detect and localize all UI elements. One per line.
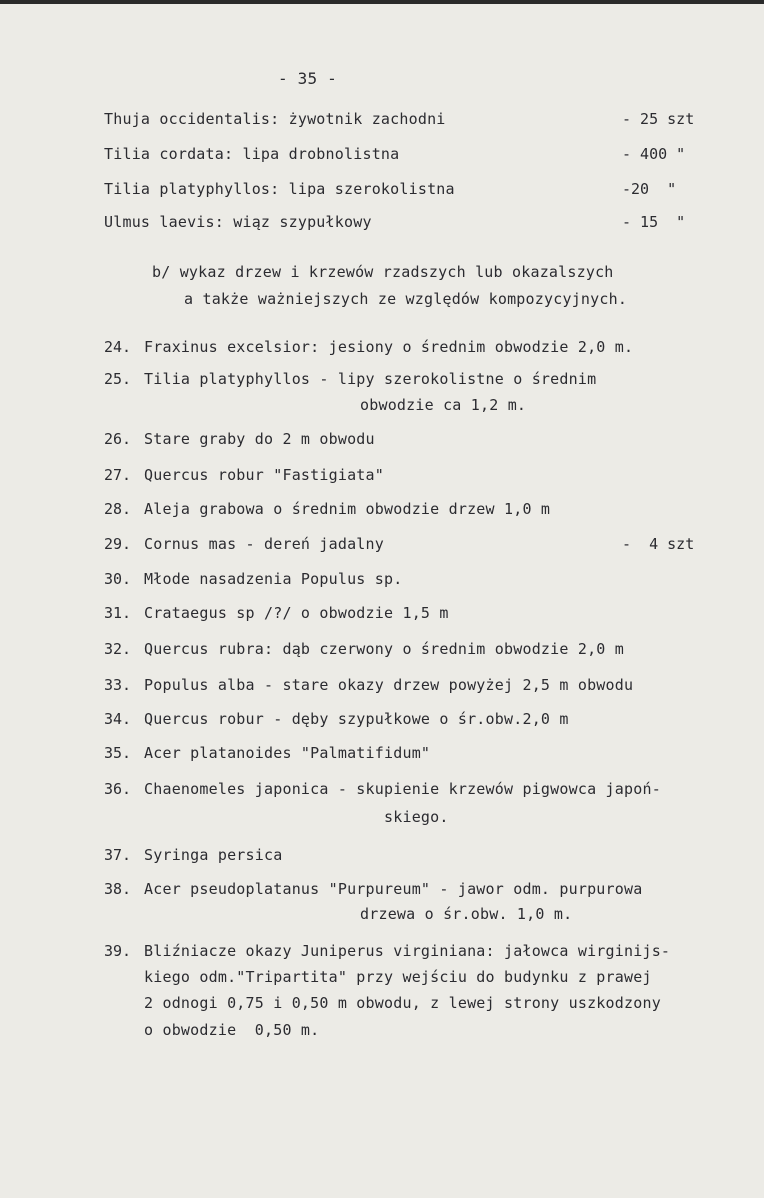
item-text: Crataegus sp /?/ o obwodzie 1,5 m [144, 604, 449, 622]
item-number: 36. [104, 780, 132, 798]
item-number: 25. [104, 370, 132, 388]
item-text: Bliźniacze okazy Juniperus virginiana: jałowca wirginijs- [144, 942, 671, 960]
item-text-continuation: skiego. [384, 808, 449, 826]
item-text: Quercus robur "Fastigiata" [144, 466, 384, 484]
item-text: Tilia platyphyllos - lipy szerokolistne o średnim [144, 370, 597, 388]
list-item-quantity: - 25 szt [622, 110, 695, 128]
item-text-continuation: 2 odnogi 0,75 i 0,50 m obwodu, z lewej strony uszkodzony [144, 994, 661, 1012]
item-text: Aleja grabowa o średnim obwodzie drzew 1,0 m [144, 500, 551, 518]
section-heading-line: b/ wykaz drzew i krzewów rzadszych lub okazalszych [152, 263, 614, 281]
item-number: 39. [104, 942, 132, 960]
list-item-quantity: -20 " [622, 180, 677, 198]
item-number: 29. [104, 535, 132, 553]
list-item-text: Tilia platyphyllos: lipa szerokolistna [104, 180, 455, 198]
item-number: 31. [104, 604, 132, 622]
item-text: Acer pseudoplatanus "Purpureum" - jawor odm. purpurowa [144, 880, 643, 898]
item-number: 32. [104, 640, 132, 658]
list-item-quantity: - 15 " [622, 213, 686, 231]
list-item-text: Ulmus laevis: wiąz szypułkowy [104, 213, 372, 231]
item-number: 24. [104, 338, 132, 356]
item-text: Fraxinus excelsior: jesiony o średnim obwodzie 2,0 m. [144, 338, 634, 356]
list-item-text: Tilia cordata: lipa drobnolistna [104, 145, 400, 163]
item-text: Acer platanoides "Palmatifidum" [144, 744, 431, 762]
item-text: Cornus mas - dereń jadalny [144, 535, 384, 553]
item-quantity: - 4 szt [622, 535, 695, 553]
item-number: 35. [104, 744, 132, 762]
item-number: 28. [104, 500, 132, 518]
item-number: 37. [104, 846, 132, 864]
item-text-continuation: drzewa o śr.obw. 1,0 m. [360, 905, 573, 923]
list-item-text: Thuja occidentalis: żywotnik zachodni [104, 110, 446, 128]
item-number: 38. [104, 880, 132, 898]
list-item-quantity: - 400 " [622, 145, 686, 163]
item-number: 30. [104, 570, 132, 588]
item-text: Quercus rubra: dąb czerwony o średnim obwodzie 2,0 m [144, 640, 624, 658]
item-text: Populus alba - stare okazy drzew powyżej 2,5 m obwodu [144, 676, 634, 694]
item-number: 27. [104, 466, 132, 484]
item-text: Stare graby do 2 m obwodu [144, 430, 375, 448]
page-number: - 35 - [278, 69, 337, 88]
item-number: 26. [104, 430, 132, 448]
item-text: Chaenomeles japonica - skupienie krzewów pigwowca japoń- [144, 780, 661, 798]
item-number: 33. [104, 676, 132, 694]
item-text-continuation: obwodzie ca 1,2 m. [360, 396, 527, 414]
item-text: Młode nasadzenia Populus sp. [144, 570, 403, 588]
item-number: 34. [104, 710, 132, 728]
item-text-continuation: kiego odm."Tripartita" przy wejściu do budynku z prawej [144, 968, 652, 986]
item-text-continuation: o obwodzie 0,50 m. [144, 1021, 320, 1039]
item-text: Syringa persica [144, 846, 283, 864]
section-heading-line: a także ważniejszych ze względów kompozycyjnych. [184, 290, 628, 308]
item-text: Quercus robur - dęby szypułkowe o śr.obw.2,0 m [144, 710, 569, 728]
